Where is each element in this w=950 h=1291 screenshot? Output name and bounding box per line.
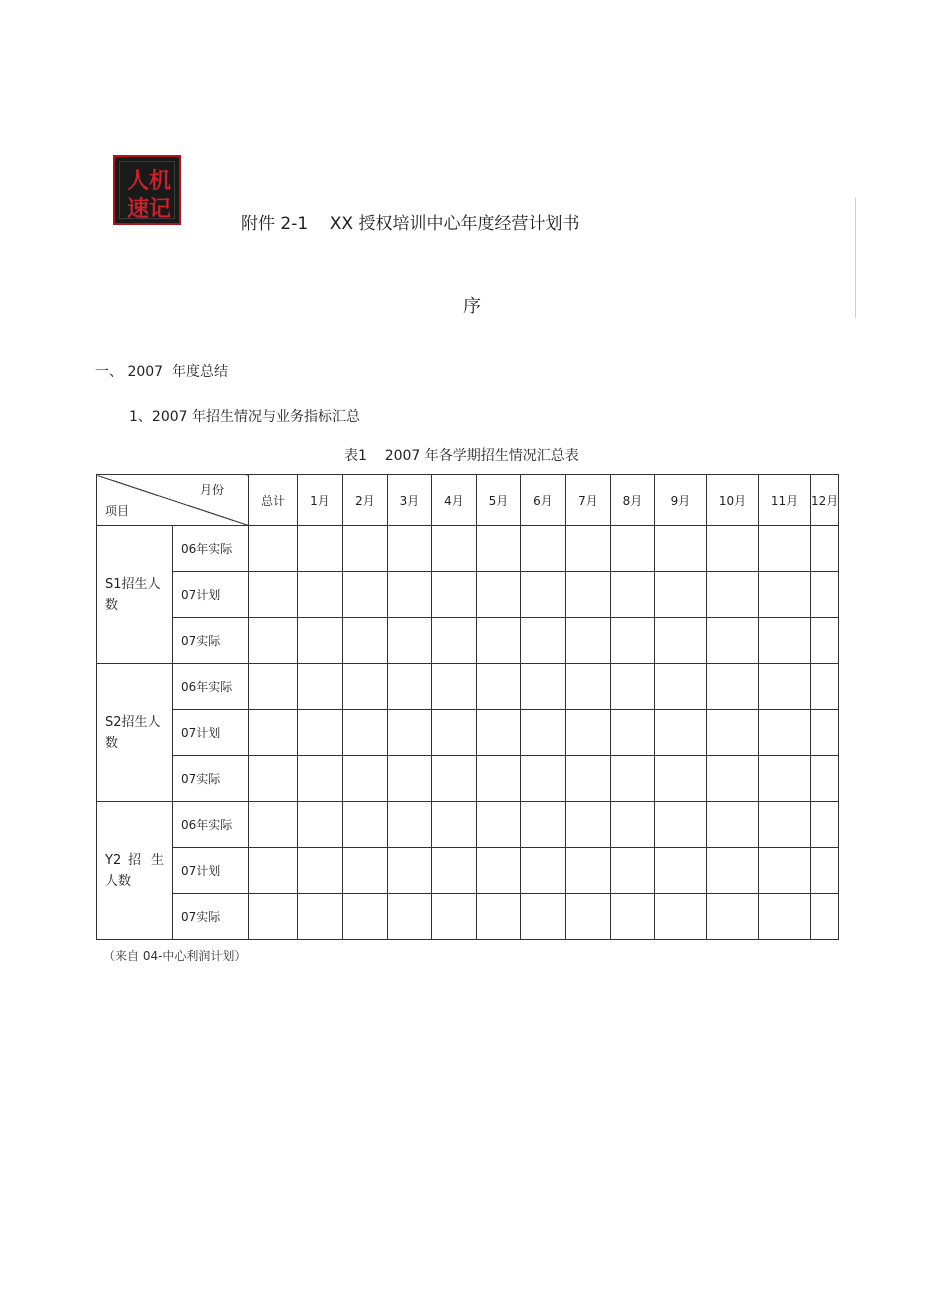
- data-cell: [521, 848, 566, 894]
- row-label: 07实际: [173, 618, 249, 664]
- data-cell: [521, 618, 566, 664]
- section-title: 序: [463, 296, 481, 317]
- data-cell: [477, 710, 521, 756]
- row-label: 07计划: [173, 572, 249, 618]
- corner-label-month: 月份: [199, 483, 224, 497]
- data-cell: [249, 894, 298, 940]
- column-header: 10月: [707, 475, 759, 526]
- data-cell: [566, 526, 611, 572]
- data-cell: [811, 802, 839, 848]
- data-cell: [343, 618, 388, 664]
- row-label: 06年实际: [173, 664, 249, 710]
- data-cell: [298, 664, 343, 710]
- corner-label-item: 项目: [105, 504, 130, 518]
- data-cell: [655, 664, 707, 710]
- data-cell: [566, 756, 611, 802]
- table-row: [97, 572, 839, 618]
- data-cell: [477, 802, 521, 848]
- table-row: [97, 618, 839, 664]
- data-cell: [611, 894, 655, 940]
- data-cell: [521, 710, 566, 756]
- data-cell: [343, 710, 388, 756]
- data-cell: [298, 710, 343, 756]
- data-cell: [759, 526, 811, 572]
- row-label: 07计划: [173, 710, 249, 756]
- data-cell: [811, 756, 839, 802]
- data-cell: [655, 526, 707, 572]
- data-cell: [343, 572, 388, 618]
- data-cell: [249, 618, 298, 664]
- data-cell: [432, 618, 477, 664]
- data-cell: [388, 526, 432, 572]
- data-cell: [477, 756, 521, 802]
- table-row: [97, 802, 839, 848]
- data-cell: [655, 848, 707, 894]
- column-header: 11月: [759, 475, 811, 526]
- data-cell: [707, 756, 759, 802]
- row-label: 07计划: [173, 848, 249, 894]
- data-cell: [298, 618, 343, 664]
- data-cell: [811, 710, 839, 756]
- enrollment-table: [96, 474, 839, 940]
- data-cell: [388, 848, 432, 894]
- data-cell: [298, 526, 343, 572]
- column-header: 1月: [298, 475, 343, 526]
- data-cell: [432, 526, 477, 572]
- data-cell: [388, 618, 432, 664]
- data-cell: [707, 664, 759, 710]
- data-cell: [432, 848, 477, 894]
- data-cell: [298, 848, 343, 894]
- document-title: 附件 2-1 XX 授权培训中心年度经营计划书: [241, 214, 580, 234]
- data-cell: [298, 572, 343, 618]
- data-cell: [811, 572, 839, 618]
- row-label: 06年实际: [173, 802, 249, 848]
- data-cell: [759, 710, 811, 756]
- data-cell: [566, 802, 611, 848]
- data-cell: [477, 618, 521, 664]
- data-cell: [655, 572, 707, 618]
- data-cell: [655, 618, 707, 664]
- data-cell: [343, 664, 388, 710]
- table-note: （来自 04-中心利润计划）: [103, 949, 247, 963]
- data-cell: [432, 894, 477, 940]
- column-header: 4月: [432, 475, 477, 526]
- data-cell: [477, 664, 521, 710]
- data-cell: [759, 802, 811, 848]
- data-cell: [388, 802, 432, 848]
- data-cell: [611, 572, 655, 618]
- heading-level1: 一、 2007 年度总结: [95, 364, 228, 380]
- data-cell: [477, 526, 521, 572]
- data-cell: [432, 664, 477, 710]
- data-cell: [707, 848, 759, 894]
- data-cell: [477, 848, 521, 894]
- data-cell: [521, 802, 566, 848]
- logo-text-line1: 人机: [126, 169, 172, 194]
- column-header: 6月: [521, 475, 566, 526]
- renji-suji-logo-icon: [115, 157, 183, 227]
- data-cell: [707, 618, 759, 664]
- data-cell: [388, 664, 432, 710]
- data-cell: [388, 756, 432, 802]
- data-cell: [566, 848, 611, 894]
- data-cell: [249, 802, 298, 848]
- table-row: [97, 756, 839, 802]
- table-row: [97, 664, 839, 710]
- data-cell: [343, 802, 388, 848]
- group-label: S1招生人数: [97, 526, 173, 664]
- data-cell: [811, 526, 839, 572]
- data-cell: [611, 710, 655, 756]
- data-cell: [566, 618, 611, 664]
- data-cell: [759, 618, 811, 664]
- data-cell: [759, 894, 811, 940]
- heading-level2: 1、2007 年招生情况与业务指标汇总: [129, 409, 360, 425]
- data-cell: [611, 802, 655, 848]
- data-cell: [249, 710, 298, 756]
- table-corner-cell: [97, 475, 249, 526]
- data-cell: [566, 572, 611, 618]
- data-cell: [388, 894, 432, 940]
- data-cell: [432, 802, 477, 848]
- page-edge-line: [855, 198, 856, 318]
- column-header: 总计: [249, 475, 298, 526]
- data-cell: [249, 756, 298, 802]
- data-cell: [388, 710, 432, 756]
- data-cell: [521, 664, 566, 710]
- data-cell: [298, 894, 343, 940]
- column-header: 5月: [477, 475, 521, 526]
- data-cell: [343, 756, 388, 802]
- data-cell: [759, 664, 811, 710]
- table-caption: 表1 2007 年各学期招生情况汇总表: [344, 448, 579, 464]
- data-cell: [432, 572, 477, 618]
- data-cell: [249, 526, 298, 572]
- row-label: 07实际: [173, 894, 249, 940]
- data-cell: [521, 894, 566, 940]
- data-cell: [811, 618, 839, 664]
- group-label: Y2 招 生人数: [97, 802, 173, 940]
- logo-text-line2: 速记: [126, 197, 172, 222]
- data-cell: [811, 848, 839, 894]
- data-cell: [707, 572, 759, 618]
- column-header: 3月: [388, 475, 432, 526]
- data-cell: [343, 526, 388, 572]
- table-header-row: [97, 475, 839, 526]
- column-header: 8月: [611, 475, 655, 526]
- table-row: [97, 526, 839, 572]
- data-cell: [655, 802, 707, 848]
- table-row: [97, 710, 839, 756]
- data-cell: [811, 894, 839, 940]
- data-cell: [298, 756, 343, 802]
- data-cell: [655, 710, 707, 756]
- data-cell: [249, 664, 298, 710]
- data-cell: [707, 894, 759, 940]
- data-cell: [611, 618, 655, 664]
- data-cell: [655, 756, 707, 802]
- data-cell: [343, 848, 388, 894]
- data-cell: [707, 710, 759, 756]
- data-cell: [566, 894, 611, 940]
- data-cell: [343, 894, 388, 940]
- data-cell: [707, 802, 759, 848]
- data-cell: [477, 572, 521, 618]
- data-cell: [759, 756, 811, 802]
- data-cell: [566, 710, 611, 756]
- data-cell: [432, 756, 477, 802]
- data-cell: [249, 572, 298, 618]
- data-cell: [388, 572, 432, 618]
- logo: [113, 155, 181, 225]
- data-cell: [611, 526, 655, 572]
- data-cell: [611, 664, 655, 710]
- data-cell: [432, 710, 477, 756]
- data-cell: [521, 572, 566, 618]
- group-label: S2招生人数: [97, 664, 173, 802]
- data-cell: [811, 664, 839, 710]
- data-cell: [477, 894, 521, 940]
- table-row: [97, 848, 839, 894]
- column-header: 7月: [566, 475, 611, 526]
- data-cell: [249, 848, 298, 894]
- column-header: 2月: [343, 475, 388, 526]
- data-cell: [707, 526, 759, 572]
- column-header: 12月: [811, 475, 839, 526]
- data-cell: [521, 526, 566, 572]
- column-header: 9月: [655, 475, 707, 526]
- data-cell: [759, 572, 811, 618]
- data-cell: [759, 848, 811, 894]
- data-cell: [655, 894, 707, 940]
- row-label: 07实际: [173, 756, 249, 802]
- table-row: [97, 894, 839, 940]
- data-cell: [298, 802, 343, 848]
- data-cell: [521, 756, 566, 802]
- data-cell: [611, 756, 655, 802]
- data-cell: [611, 848, 655, 894]
- row-label: 06年实际: [173, 526, 249, 572]
- data-cell: [566, 664, 611, 710]
